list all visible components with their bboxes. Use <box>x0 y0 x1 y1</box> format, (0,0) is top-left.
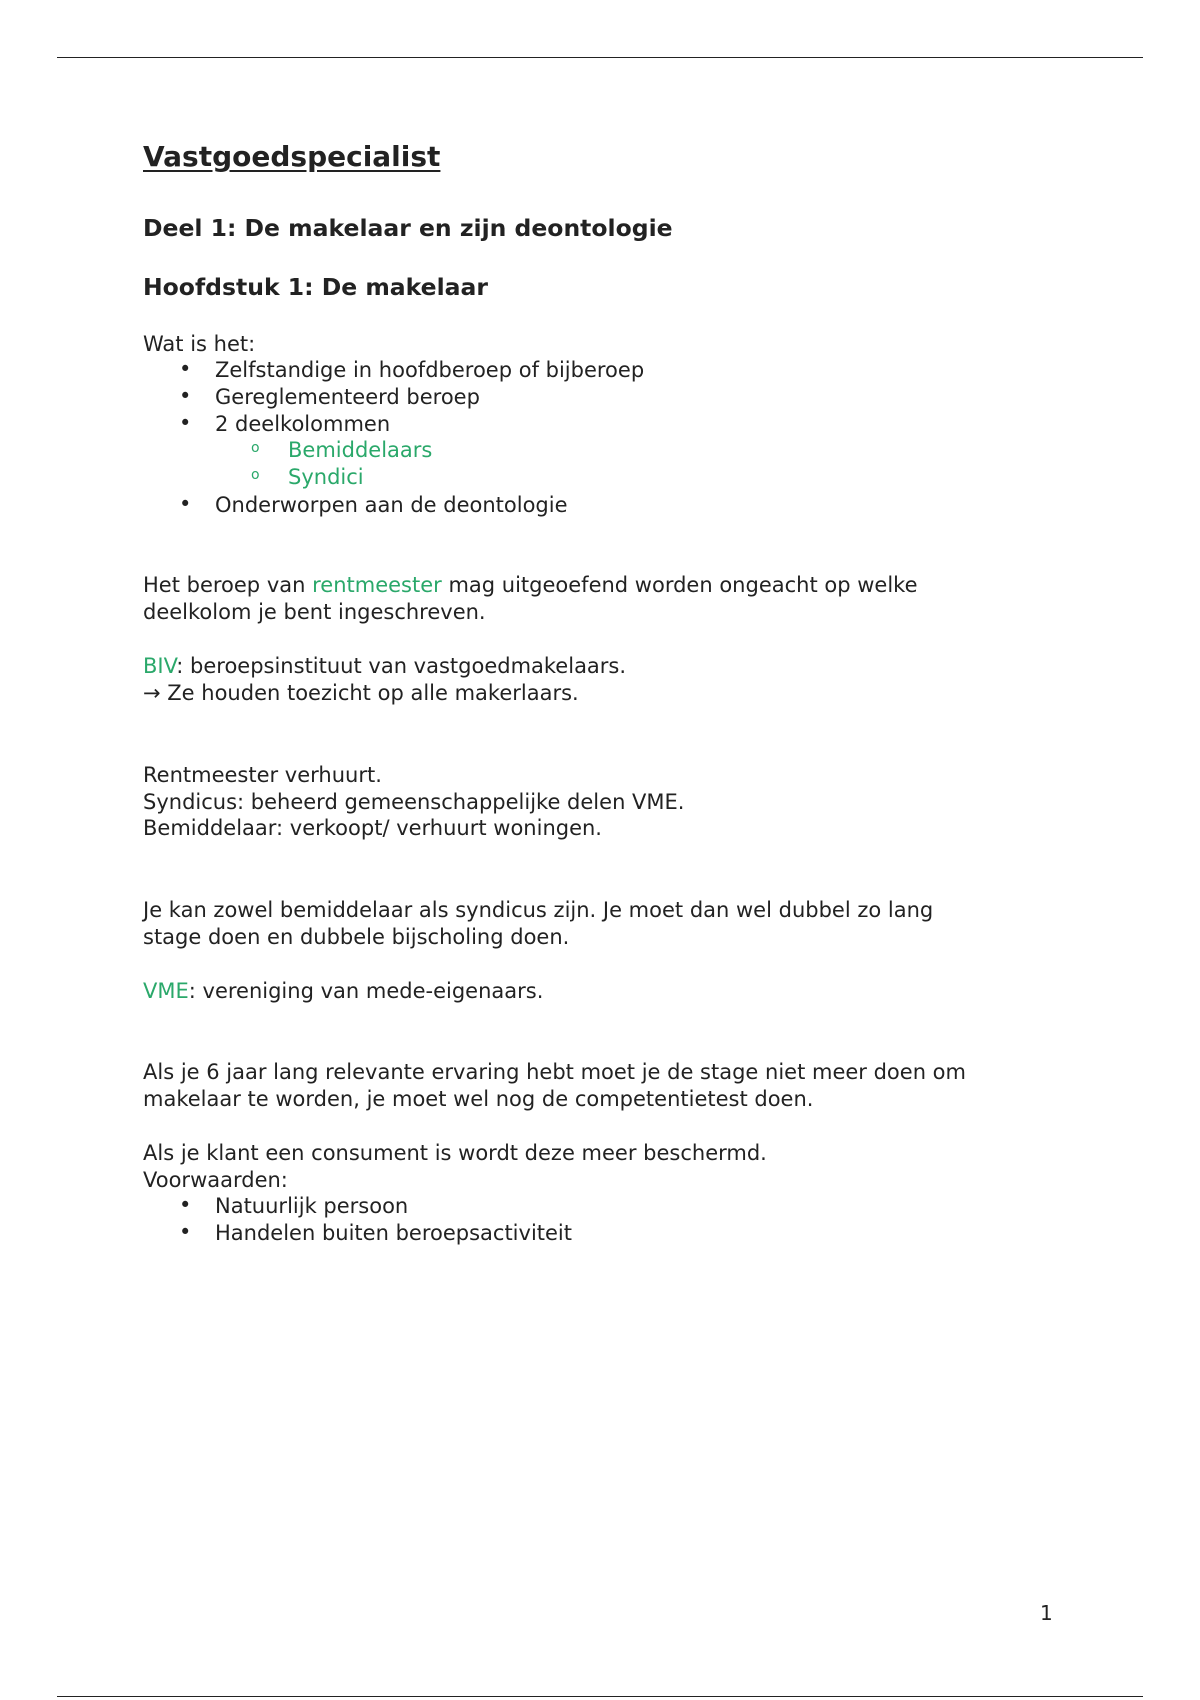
paragraph-line: Voorwaarden: <box>143 1168 288 1192</box>
list-item: 2 deelkolommen <box>215 412 391 436</box>
highlighted-term: VME <box>143 979 189 1003</box>
page-number: 1 <box>1040 1601 1053 1625</box>
list-item: Gereglementeerd beroep <box>215 385 480 409</box>
bullet-marker: • <box>179 411 192 435</box>
vme-definition <box>143 978 543 1005</box>
bottom-rule <box>57 1696 1143 1697</box>
text-span: Ze houden toezicht op alle makerlaars. <box>160 681 579 705</box>
role-line: Syndicus: beheerd gemeenschappelijke delen VME. <box>143 790 685 814</box>
paragraph-line: Als je klant een consument is wordt deze meer beschermd. <box>143 1141 767 1165</box>
paragraph-line: stage doen en dubbele bijscholing doen. <box>143 925 570 949</box>
top-rule <box>57 57 1143 58</box>
sub-bullet-marker: o <box>251 440 260 456</box>
list-item: Natuurlijk persoon <box>215 1194 409 1218</box>
highlighted-term: BIV <box>143 654 177 678</box>
chapter-heading: Hoofdstuk 1: De makelaar <box>143 273 488 301</box>
bullet-marker: • <box>179 1220 192 1244</box>
paragraph-line: deelkolom je bent ingeschreven. <box>143 600 486 624</box>
sub-list-item: Syndici <box>288 465 364 489</box>
document-title: Vastgoedspecialist <box>143 140 441 173</box>
text-span: : vereniging van mede-eigenaars. <box>188 979 544 1003</box>
bullet-marker: • <box>179 357 192 381</box>
paragraph-line: Je kan zowel bemiddelaar als syndicus zijn. Je moet dan wel dubbel zo lang <box>143 898 934 922</box>
list-item: Handelen buiten beroepsactiviteit <box>215 1221 572 1245</box>
text-span: Het beroep van <box>143 573 313 597</box>
role-line: Bemiddelaar: verkoopt/ verhuurt woningen. <box>143 816 602 840</box>
text-span: : beroepsinstituut van vastgoedmakelaars. <box>176 654 627 678</box>
bullet-marker: • <box>179 492 192 516</box>
highlighted-term: rentmeester <box>312 573 442 597</box>
paragraph-line: Als je 6 jaar lang relevante ervaring hebt moet je de stage niet meer doen om <box>143 1060 966 1084</box>
paragraph-line: makelaar te worden, je moet wel nog de competentietest doen. <box>143 1087 814 1111</box>
arrow-icon: → <box>143 681 161 705</box>
bullet-marker: • <box>179 384 192 408</box>
biv-note <box>143 680 579 707</box>
paragraph-rentmeester <box>143 572 918 599</box>
role-line: Rentmeester verhuurt. <box>143 763 382 787</box>
bullet-marker: • <box>179 1193 192 1217</box>
biv-definition <box>143 653 626 680</box>
part-heading: Deel 1: De makelaar en zijn deontologie <box>143 214 673 242</box>
sub-bullet-marker: o <box>251 467 260 483</box>
list-item: Zelfstandige in hoofdberoep of bijberoep <box>215 358 645 382</box>
text-span: mag uitgeoefend worden ongeacht op welke <box>441 573 918 597</box>
intro-text: Wat is het: <box>143 332 256 356</box>
sub-list-item: Bemiddelaars <box>288 438 433 462</box>
list-item: Onderworpen aan de deontologie <box>215 493 568 517</box>
